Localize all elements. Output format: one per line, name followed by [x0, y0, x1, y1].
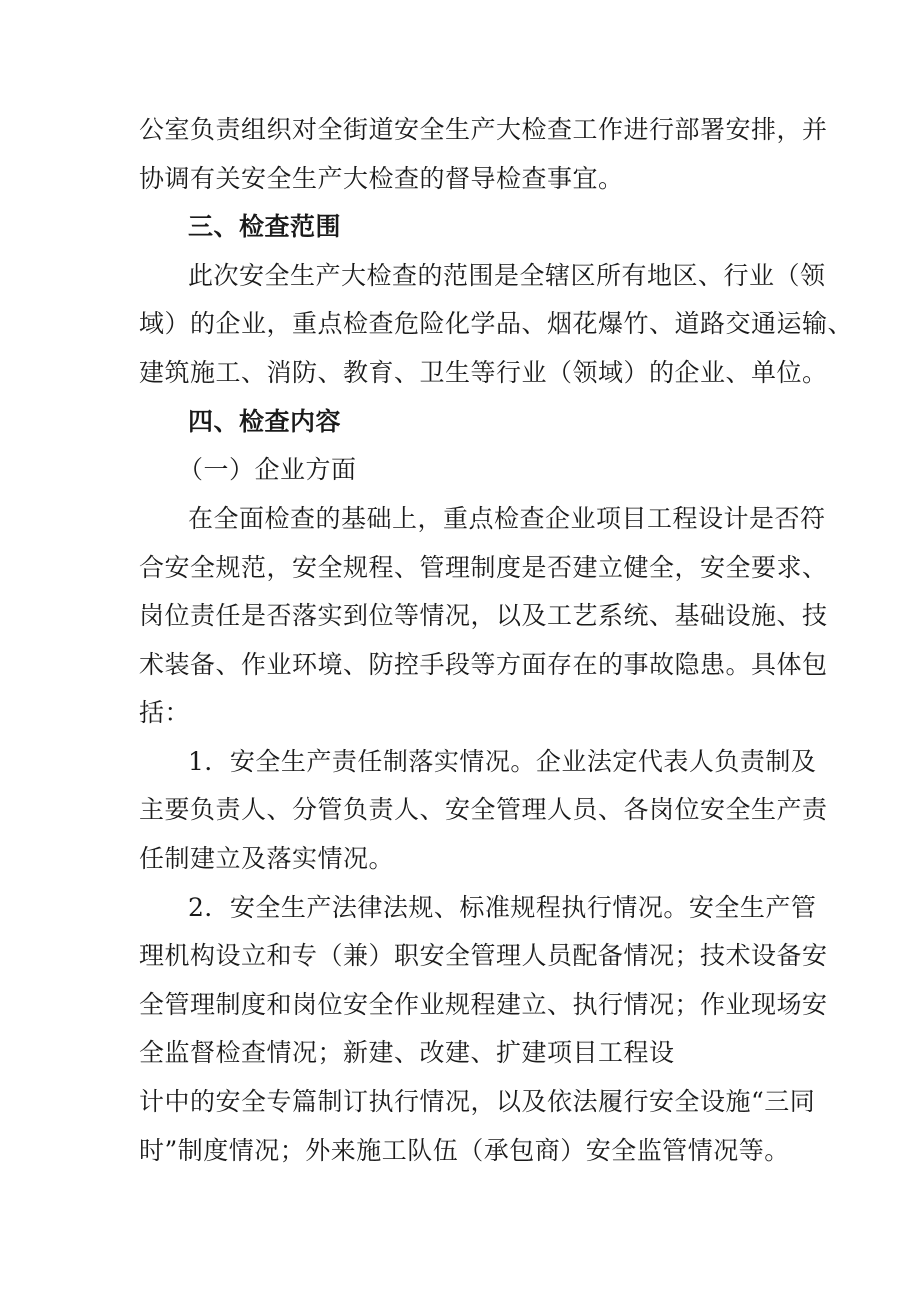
section-heading: 四、检查内容	[188, 407, 342, 436]
paragraph-line: 岗位责任是否落实到位等情况，以及工艺系统、基础设施、技	[139, 601, 828, 630]
section-heading: 三、检查范围	[188, 212, 342, 241]
list-item-line: 理机构设立和专（兼）职安全管理人员配备情况；技术设备安	[139, 941, 828, 970]
list-item-line: 时”制度情况；外来施工队伍（承包商）安全监管情况等。	[139, 1136, 790, 1165]
list-item-line: 全监督检查情况；新建、改建、扩建项目工程设	[139, 1038, 675, 1067]
paragraph-line: 术装备、作业环境、防控手段等方面存在的事故隐患。具体包	[139, 650, 828, 679]
intro-line: 公室负责组织对全街道安全生产大检查工作进行部署安排，并	[139, 115, 828, 144]
list-item-line: 计中的安全专篇制订执行情况，以及依法履行安全设施“三同	[139, 1087, 816, 1116]
paragraph-line: 在全面检查的基础上，重点检查企业项目工程设计是否符	[188, 504, 826, 533]
list-item-line: 1．安全生产责任制落实情况。企业法定代表人负责制及	[188, 747, 817, 776]
list-item-line: 任制建立及落实情况。	[139, 844, 395, 873]
list-item-line: 2．安全生产法律法规、标准规程执行情况。安全生产管	[188, 893, 817, 922]
paragraph-line: 括：	[139, 698, 191, 727]
paragraph-line: 合安全规范，安全规程、管理制度是否建立健全，安全要求、	[139, 553, 828, 582]
subsection-heading: （一）企业方面	[178, 455, 357, 484]
intro-line: 协调有关安全生产大检查的督导检查事宜。	[139, 164, 624, 193]
list-item-line: 全管理制度和岗位安全作业规程建立、执行情况；作业现场安	[139, 990, 828, 1019]
list-item-line: 主要负责人、分管负责人、安全管理人员、各岗位安全生产责	[139, 795, 828, 824]
paragraph-line: 域）的企业，重点检查危险化学品、烟花爆竹、道路交通运输、	[139, 309, 854, 338]
paragraph-line: 此次安全生产大检查的范围是全辖区所有地区、行业（领	[188, 261, 826, 290]
paragraph-line: 建筑施工、消防、教育、卫生等行业（领域）的企业、单位。	[139, 358, 828, 387]
